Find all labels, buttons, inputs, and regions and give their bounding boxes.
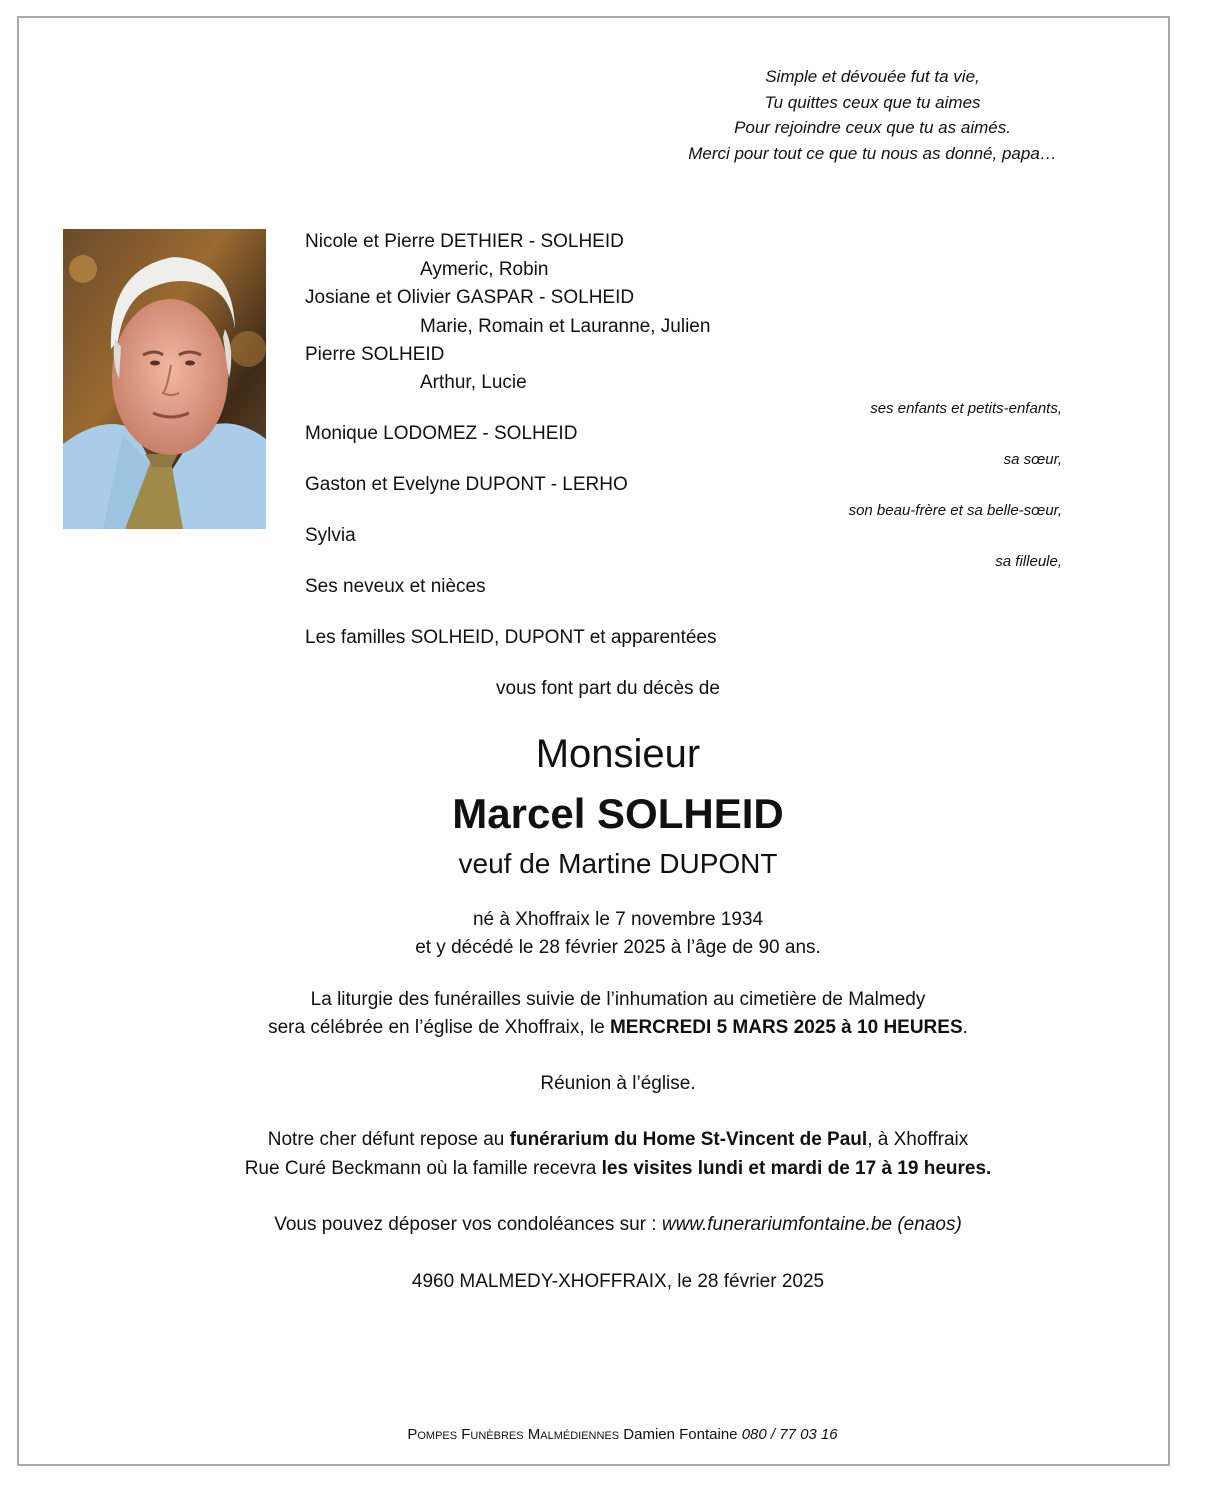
- poem-line: Simple et dévouée fut ta vie,: [765, 67, 980, 86]
- poem-line: Tu quittes ceux que tu aimes: [764, 92, 981, 112]
- family-line: Josiane et Olivier GASPAR - SOLHEID: [305, 287, 635, 308]
- footer-phone: 080 / 77 03 16: [741, 1426, 838, 1443]
- birth-line: né à Xhoffraix le 7 novembre 1934: [472, 909, 764, 930]
- relation-label: sa filleule,: [995, 553, 1062, 570]
- poem-line: Merci pour tout ce que tu nous as donné, papa…: [688, 143, 1057, 163]
- footer-company: Pompes Funèbres Malmédiennes: [407, 1426, 620, 1443]
- visits-text: , à Xhoffraix: [867, 1129, 969, 1150]
- funeral-date: MERCREDI 5 MARS 2025 à 10 HEURES: [609, 1017, 963, 1038]
- announcement-text: vous font part du décès de: [496, 678, 720, 699]
- family-line: Nicole et Pierre DETHIER - SOLHEID: [305, 231, 624, 252]
- family-line: Pierre SOLHEID: [305, 344, 445, 365]
- condolences-line: [0, 1214, 1215, 1236]
- grandchildren-line: Arthur, Lucie: [420, 372, 527, 393]
- grandchildren-line: Marie, Romain et Lauranne, Julien: [420, 316, 711, 337]
- family-line: Sylvia: [305, 525, 356, 546]
- grandchildren-line: Aymeric, Robin: [420, 259, 549, 280]
- poem-line: Pour rejoindre ceux que tu as aimés.: [734, 118, 1011, 137]
- relation-label: sa sœur,: [1003, 451, 1062, 468]
- funeral-home: funérarium du Home St-Vincent de Paul: [509, 1129, 868, 1150]
- family-line: Monique LODOMEZ - SOLHEID: [305, 423, 578, 444]
- meeting-line: Réunion à l’église.: [540, 1073, 696, 1094]
- portrait-photo: [63, 229, 266, 529]
- deceased-title: Monsieur: [535, 732, 701, 776]
- place-date: 4960 MALMEDY-XHOFFRAIX, le 28 février 2025: [411, 1271, 825, 1292]
- deceased-name: Marcel SOLHEID: [452, 790, 784, 837]
- visits-hours: les visites lundi et mardi de 17 à 19 heures.: [601, 1158, 992, 1179]
- visits-text: Notre cher défunt repose au: [267, 1129, 510, 1150]
- family-line: Les familles SOLHEID, DUPONT et apparentées: [305, 627, 717, 648]
- condolences-text: Vous pouvez déposer vos condoléances sur :: [274, 1214, 662, 1235]
- poem: [640, 64, 1105, 166]
- footer: [0, 1426, 1215, 1443]
- family-line: Gaston et Evelyne DUPONT - LERHO: [305, 474, 628, 495]
- funeral-line: La liturgie des funérailles suivie de l’inhumation au cimetière de Malmedy: [310, 989, 926, 1010]
- visits-line: [0, 1158, 1215, 1180]
- funeral-text: sera célébrée en l’église de Xhoffraix, le: [268, 1017, 610, 1038]
- relation-label: son beau-frère et sa belle-sœur,: [848, 502, 1062, 519]
- condolences-link[interactable]: www.funerariumfontaine.be (enaos): [661, 1214, 962, 1235]
- visits-line: [0, 1129, 1215, 1151]
- widower-line: veuf de Martine DUPONT: [458, 848, 778, 879]
- family-line: Ses neveux et nièces: [305, 576, 486, 597]
- relation-label: ses enfants et petits-enfants,: [870, 400, 1062, 417]
- death-line: et y décédé le 28 février 2025 à l’âge de 90 ans.: [415, 937, 821, 958]
- visits-text: Rue Curé Beckmann où la famille recevra: [244, 1158, 602, 1179]
- footer-person: Damien Fontaine: [619, 1426, 742, 1443]
- funeral-text: .: [962, 1017, 968, 1038]
- funeral-line: [0, 1017, 1215, 1039]
